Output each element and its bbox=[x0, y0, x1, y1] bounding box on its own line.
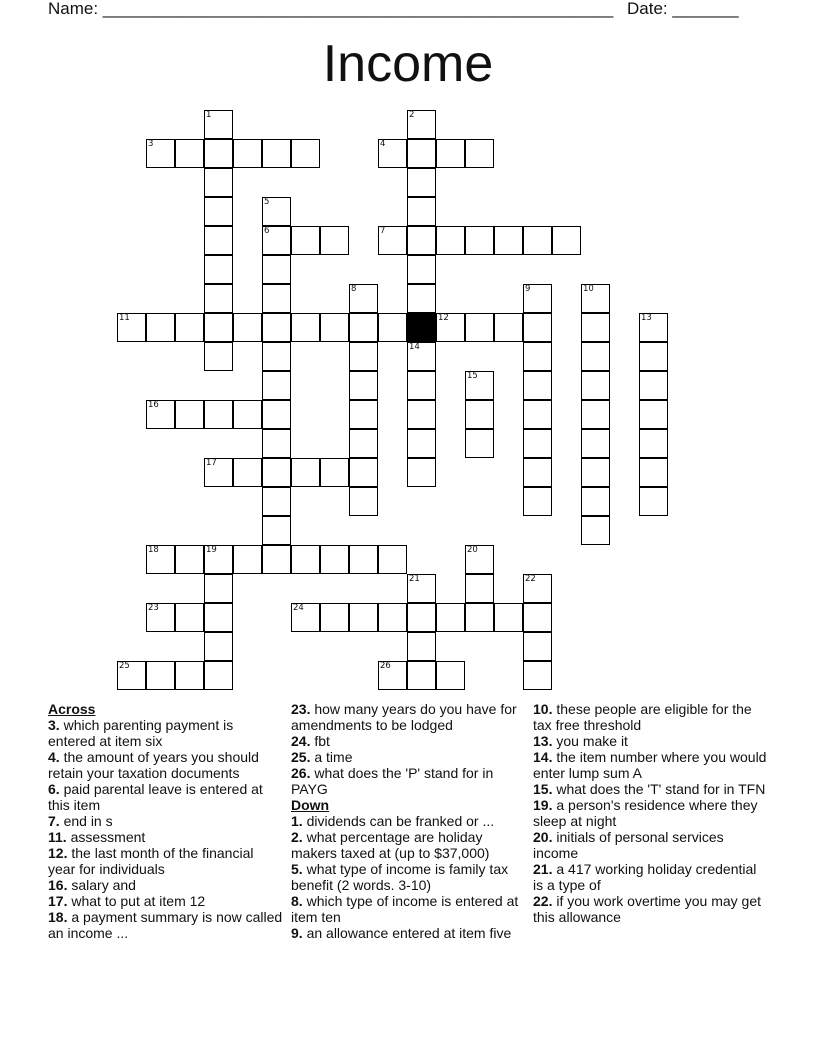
crossword-cell[interactable] bbox=[581, 313, 610, 342]
clue-text: the item number where you would enter lump sum A bbox=[533, 749, 767, 781]
crossword-cell[interactable] bbox=[233, 458, 262, 487]
crossword-cell[interactable] bbox=[407, 603, 436, 632]
crossword-cell[interactable] bbox=[407, 632, 436, 661]
across-heading: Across bbox=[48, 701, 96, 717]
across-clue-list-continued bbox=[291, 701, 521, 797]
clue-text: the amount of years you should retain your taxation documents bbox=[48, 749, 259, 781]
clue-item bbox=[533, 749, 768, 781]
crossword-black-cell bbox=[407, 313, 436, 342]
clue-text: which type of income is entered at item ten bbox=[291, 893, 519, 925]
clue-item bbox=[533, 797, 768, 829]
clue-text: what type of income is family tax benefit (2 words. 3-10) bbox=[291, 861, 509, 893]
clue-item bbox=[48, 909, 283, 941]
clue-number-label: 26. bbox=[291, 765, 311, 781]
clue-number: 4 bbox=[380, 139, 386, 149]
crossword-cell[interactable] bbox=[581, 487, 610, 516]
crossword-cell[interactable] bbox=[639, 342, 668, 371]
crossword-cell[interactable] bbox=[378, 661, 407, 690]
crossword-cell[interactable] bbox=[407, 661, 436, 690]
crossword-cell[interactable] bbox=[407, 400, 436, 429]
crossword-cell[interactable] bbox=[465, 313, 494, 342]
crossword-cell[interactable] bbox=[146, 139, 175, 168]
clue-number: 8 bbox=[351, 284, 357, 294]
clue-number-label: 13. bbox=[533, 733, 553, 749]
crossword-cell[interactable] bbox=[175, 545, 204, 574]
crossword-cell[interactable] bbox=[320, 545, 349, 574]
crossword-cell[interactable] bbox=[233, 400, 262, 429]
crossword-cell[interactable] bbox=[523, 313, 552, 342]
crossword-cell[interactable] bbox=[523, 371, 552, 400]
crossword-cell[interactable] bbox=[146, 661, 175, 690]
crossword-cell[interactable] bbox=[320, 313, 349, 342]
crossword-cell[interactable] bbox=[349, 603, 378, 632]
crossword-cell[interactable] bbox=[146, 313, 175, 342]
clue-number: 22 bbox=[525, 574, 536, 584]
crossword-cell[interactable] bbox=[407, 197, 436, 226]
clue-item bbox=[533, 733, 768, 749]
clue-text: an allowance entered at item five bbox=[302, 925, 512, 941]
page-title: Income bbox=[322, 35, 494, 93]
clue-number-label: 24. bbox=[291, 733, 311, 749]
crossword-cell[interactable] bbox=[349, 487, 378, 516]
clue-text: the last month of the financial year for individuals bbox=[48, 845, 254, 877]
crossword-cell[interactable] bbox=[436, 226, 465, 255]
crossword-cell[interactable] bbox=[349, 284, 378, 313]
clue-text: fbt bbox=[310, 733, 330, 749]
down-clue-list bbox=[291, 813, 521, 941]
crossword-cell[interactable] bbox=[204, 574, 233, 603]
crossword-cell[interactable] bbox=[233, 545, 262, 574]
crossword-cell[interactable] bbox=[262, 226, 291, 255]
crossword-cell[interactable] bbox=[291, 458, 320, 487]
crossword-cell[interactable] bbox=[639, 429, 668, 458]
clue-item bbox=[48, 749, 283, 781]
crossword-cell[interactable] bbox=[291, 545, 320, 574]
clue-number: 21 bbox=[409, 574, 420, 584]
crossword-cell[interactable] bbox=[262, 429, 291, 458]
crossword-cell[interactable] bbox=[407, 284, 436, 313]
clue-number-label: 6. bbox=[48, 781, 60, 797]
clue-number: 20 bbox=[467, 545, 478, 555]
crossword-cell[interactable] bbox=[175, 603, 204, 632]
name-field-label: Name: ______________________________________________________ bbox=[48, 0, 614, 18]
crossword-cell[interactable] bbox=[523, 632, 552, 661]
clue-text: assessment bbox=[66, 829, 146, 845]
crossword-cell[interactable] bbox=[407, 226, 436, 255]
clue-text: how many years do you have for amendments to be lodged bbox=[291, 701, 517, 733]
clue-number-label: 23. bbox=[291, 701, 311, 717]
clue-item bbox=[533, 829, 768, 861]
clue-item bbox=[48, 829, 283, 845]
crossword-cell[interactable] bbox=[407, 429, 436, 458]
down-clue-list-continued bbox=[533, 701, 768, 925]
clue-number: 6 bbox=[264, 226, 270, 236]
clue-item bbox=[291, 861, 521, 893]
crossword-cell[interactable] bbox=[262, 284, 291, 313]
clue-text: a payment summary is now called an income ... bbox=[48, 909, 283, 941]
crossword-cell[interactable] bbox=[262, 371, 291, 400]
clue-text: these people are eligible for the tax free threshold bbox=[533, 701, 752, 733]
crossword-cell[interactable] bbox=[262, 197, 291, 226]
crossword-cell[interactable] bbox=[262, 342, 291, 371]
crossword-cell[interactable] bbox=[204, 168, 233, 197]
crossword-cell[interactable] bbox=[523, 342, 552, 371]
clue-number: 11 bbox=[119, 313, 130, 323]
crossword-cell[interactable] bbox=[320, 226, 349, 255]
date-field-label: Date: _______ bbox=[627, 0, 739, 18]
crossword-cell[interactable] bbox=[494, 603, 523, 632]
clue-number: 3 bbox=[148, 139, 154, 149]
crossword-cell[interactable] bbox=[117, 661, 146, 690]
crossword-cell[interactable] bbox=[349, 400, 378, 429]
clue-text: if you work overtime you may get this allowance bbox=[533, 893, 761, 925]
crossword-cell[interactable] bbox=[262, 139, 291, 168]
crossword-cell[interactable] bbox=[552, 226, 581, 255]
clue-text: what percentage are holiday makers taxed at (up to $37,000) bbox=[291, 829, 490, 861]
clue-number: 19 bbox=[206, 545, 217, 555]
clue-number-label: 20. bbox=[533, 829, 553, 845]
crossword-cell[interactable] bbox=[291, 603, 320, 632]
crossword-cell[interactable] bbox=[378, 545, 407, 574]
clue-number: 16 bbox=[148, 400, 159, 410]
crossword-cell[interactable] bbox=[204, 110, 233, 139]
crossword-cell[interactable] bbox=[146, 545, 175, 574]
clue-text: which parenting payment is entered at item six bbox=[48, 717, 234, 749]
crossword-cell[interactable] bbox=[523, 400, 552, 429]
clue-number-label: 16. bbox=[48, 877, 68, 893]
clue-number-label: 22. bbox=[533, 893, 553, 909]
crossword-cell[interactable] bbox=[204, 342, 233, 371]
clue-item bbox=[48, 877, 283, 893]
crossword-cell[interactable] bbox=[436, 139, 465, 168]
clues-column-3 bbox=[533, 701, 768, 925]
clue-number: 7 bbox=[380, 226, 386, 236]
crossword-cell[interactable] bbox=[175, 661, 204, 690]
crossword-cell[interactable] bbox=[465, 574, 494, 603]
clue-item bbox=[533, 861, 768, 893]
crossword-cell[interactable] bbox=[204, 139, 233, 168]
crossword-cell[interactable] bbox=[204, 661, 233, 690]
clue-number: 23 bbox=[148, 603, 159, 613]
crossword-cell[interactable] bbox=[204, 400, 233, 429]
clue-text: a person's residence where they sleep at night bbox=[533, 797, 758, 829]
crossword-cell[interactable] bbox=[523, 574, 552, 603]
crossword-cell[interactable] bbox=[523, 429, 552, 458]
across-clue-list bbox=[48, 717, 283, 941]
crossword-cell[interactable] bbox=[291, 226, 320, 255]
clue-number: 1 bbox=[206, 110, 212, 120]
crossword-cell[interactable] bbox=[523, 226, 552, 255]
crossword-cell[interactable] bbox=[378, 603, 407, 632]
crossword-cell[interactable] bbox=[320, 603, 349, 632]
down-heading: Down bbox=[291, 797, 330, 813]
crossword-cell[interactable] bbox=[262, 545, 291, 574]
crossword-cell[interactable] bbox=[175, 313, 204, 342]
clue-item bbox=[533, 893, 768, 925]
clue-number-label: 9. bbox=[291, 925, 303, 941]
clue-text: paid parental leave is entered at this item bbox=[48, 781, 263, 813]
clue-number-label: 19. bbox=[533, 797, 553, 813]
clue-text: you make it bbox=[552, 733, 628, 749]
clue-text: what does the 'P' stand for in PAYG bbox=[291, 765, 494, 797]
crossword-cell[interactable] bbox=[204, 603, 233, 632]
clue-number: 13 bbox=[641, 313, 652, 323]
crossword-cell[interactable] bbox=[465, 429, 494, 458]
clue-number-label: 17. bbox=[48, 893, 68, 909]
crossword-cell[interactable] bbox=[378, 226, 407, 255]
clue-number-label: 5. bbox=[291, 861, 303, 877]
crossword-cell[interactable] bbox=[581, 342, 610, 371]
clue-item bbox=[48, 717, 283, 749]
crossword-cell[interactable] bbox=[465, 545, 494, 574]
crossword-cell[interactable] bbox=[262, 516, 291, 545]
clue-number-label: 3. bbox=[48, 717, 60, 733]
crossword-cell[interactable] bbox=[523, 284, 552, 313]
crossword-cell[interactable] bbox=[262, 487, 291, 516]
clue-item bbox=[533, 701, 768, 733]
crossword-cell[interactable] bbox=[262, 400, 291, 429]
clue-number-label: 15. bbox=[533, 781, 553, 797]
clue-item bbox=[291, 733, 521, 749]
crossword-cell[interactable] bbox=[407, 255, 436, 284]
clue-text: what to put at item 12 bbox=[67, 893, 206, 909]
clue-number: 5 bbox=[264, 197, 270, 207]
clue-text: end in s bbox=[59, 813, 113, 829]
clue-text: what does the 'T' stand for in TFN bbox=[552, 781, 766, 797]
crossword-cell[interactable] bbox=[436, 603, 465, 632]
crossword-cell[interactable] bbox=[407, 371, 436, 400]
crossword-cell[interactable] bbox=[494, 313, 523, 342]
crossword-cell[interactable] bbox=[436, 313, 465, 342]
clue-number-label: 7. bbox=[48, 813, 60, 829]
clue-text: initials of personal services income bbox=[533, 829, 724, 861]
crossword-cell[interactable] bbox=[349, 545, 378, 574]
crossword-cell[interactable] bbox=[175, 139, 204, 168]
clue-number: 26 bbox=[380, 661, 391, 671]
crossword-cell[interactable] bbox=[204, 313, 233, 342]
crossword-cell[interactable] bbox=[523, 603, 552, 632]
clue-number-label: 12. bbox=[48, 845, 68, 861]
crossword-cell[interactable] bbox=[639, 487, 668, 516]
clue-number-label: 8. bbox=[291, 893, 303, 909]
crossword-cell[interactable] bbox=[494, 226, 523, 255]
clue-number-label: 4. bbox=[48, 749, 60, 765]
crossword-cell[interactable] bbox=[378, 313, 407, 342]
crossword-cell[interactable] bbox=[465, 139, 494, 168]
clue-number: 15 bbox=[467, 371, 478, 381]
clue-number: 10 bbox=[583, 284, 594, 294]
crossword-cell[interactable] bbox=[465, 400, 494, 429]
clue-number-label: 1. bbox=[291, 813, 303, 829]
clue-number-label: 2. bbox=[291, 829, 303, 845]
crossword-cell[interactable] bbox=[320, 458, 349, 487]
crossword-cell[interactable] bbox=[465, 226, 494, 255]
crossword-cell[interactable] bbox=[175, 400, 204, 429]
crossword-cell[interactable] bbox=[349, 458, 378, 487]
clue-number-label: 10. bbox=[533, 701, 553, 717]
crossword-cell[interactable] bbox=[639, 458, 668, 487]
clue-item bbox=[291, 813, 521, 829]
crossword-cell[interactable] bbox=[465, 603, 494, 632]
clue-item bbox=[291, 925, 521, 941]
clue-text: a 417 working holiday credential is a type of bbox=[533, 861, 757, 893]
clue-item bbox=[48, 781, 283, 813]
crossword-cell[interactable] bbox=[262, 458, 291, 487]
clue-number: 14 bbox=[409, 342, 420, 352]
crossword-cell[interactable] bbox=[581, 429, 610, 458]
clue-number: 24 bbox=[293, 603, 304, 613]
crossword-cell[interactable] bbox=[233, 313, 262, 342]
crossword-cell[interactable] bbox=[581, 516, 610, 545]
clue-number: 12 bbox=[438, 313, 449, 323]
clue-number-label: 18. bbox=[48, 909, 68, 925]
crossword-cell[interactable] bbox=[523, 458, 552, 487]
crossword-cell[interactable] bbox=[465, 371, 494, 400]
clue-number-label: 21. bbox=[533, 861, 553, 877]
clue-item bbox=[291, 701, 521, 733]
crossword-cell[interactable] bbox=[581, 371, 610, 400]
crossword-cell[interactable] bbox=[146, 603, 175, 632]
clues-column-1 bbox=[48, 701, 283, 941]
crossword-cell[interactable] bbox=[581, 284, 610, 313]
crossword-cell[interactable] bbox=[639, 313, 668, 342]
crossword-cell[interactable] bbox=[233, 139, 262, 168]
crossword-cell[interactable] bbox=[204, 284, 233, 313]
clue-text: salary and bbox=[67, 877, 136, 893]
clue-text: a time bbox=[310, 749, 353, 765]
crossword-cell[interactable] bbox=[291, 313, 320, 342]
crossword-cell[interactable] bbox=[523, 661, 552, 690]
crossword-cell[interactable] bbox=[204, 545, 233, 574]
clue-text: dividends can be franked or ... bbox=[302, 813, 495, 829]
clue-number: 2 bbox=[409, 110, 415, 120]
clue-number: 9 bbox=[525, 284, 531, 294]
clue-item bbox=[291, 765, 521, 797]
clue-item bbox=[291, 893, 521, 925]
crossword-cell[interactable] bbox=[581, 400, 610, 429]
crossword-cell[interactable] bbox=[581, 458, 610, 487]
crossword-cell[interactable] bbox=[146, 400, 175, 429]
clue-item bbox=[48, 893, 283, 909]
crossword-cell[interactable] bbox=[639, 371, 668, 400]
crossword-cell[interactable] bbox=[291, 139, 320, 168]
crossword-cell[interactable] bbox=[407, 168, 436, 197]
clue-number-label: 14. bbox=[533, 749, 553, 765]
crossword-cell[interactable] bbox=[639, 400, 668, 429]
clue-item bbox=[48, 845, 283, 877]
clue-item bbox=[533, 781, 768, 797]
crossword-cell[interactable] bbox=[349, 313, 378, 342]
crossword-cell[interactable] bbox=[349, 371, 378, 400]
crossword-cell[interactable] bbox=[262, 313, 291, 342]
clue-number: 17 bbox=[206, 458, 217, 468]
crossword-cell[interactable] bbox=[407, 458, 436, 487]
crossword-cell[interactable] bbox=[436, 661, 465, 690]
crossword-cell[interactable] bbox=[349, 342, 378, 371]
clue-number: 18 bbox=[148, 545, 159, 555]
crossword-cell[interactable] bbox=[407, 110, 436, 139]
crossword-cell[interactable] bbox=[407, 342, 436, 371]
clue-item bbox=[291, 749, 521, 765]
clues-column-2 bbox=[291, 701, 521, 941]
clue-number-label: 25. bbox=[291, 749, 311, 765]
crossword-cell[interactable] bbox=[523, 487, 552, 516]
clue-number: 25 bbox=[119, 661, 130, 671]
crossword-cell[interactable] bbox=[349, 429, 378, 458]
crossword-cell[interactable] bbox=[407, 574, 436, 603]
clue-item bbox=[48, 813, 283, 829]
clue-number-label: 11. bbox=[48, 829, 67, 845]
crossword-cell[interactable] bbox=[407, 139, 436, 168]
crossword-cell[interactable] bbox=[204, 226, 233, 255]
crossword-cell[interactable] bbox=[117, 313, 146, 342]
crossword-cell[interactable] bbox=[204, 255, 233, 284]
crossword-cell[interactable] bbox=[378, 139, 407, 168]
crossword-cell[interactable] bbox=[262, 255, 291, 284]
clue-item bbox=[291, 829, 521, 861]
crossword-cell[interactable] bbox=[204, 197, 233, 226]
crossword-cell[interactable] bbox=[204, 458, 233, 487]
crossword-cell[interactable] bbox=[204, 632, 233, 661]
